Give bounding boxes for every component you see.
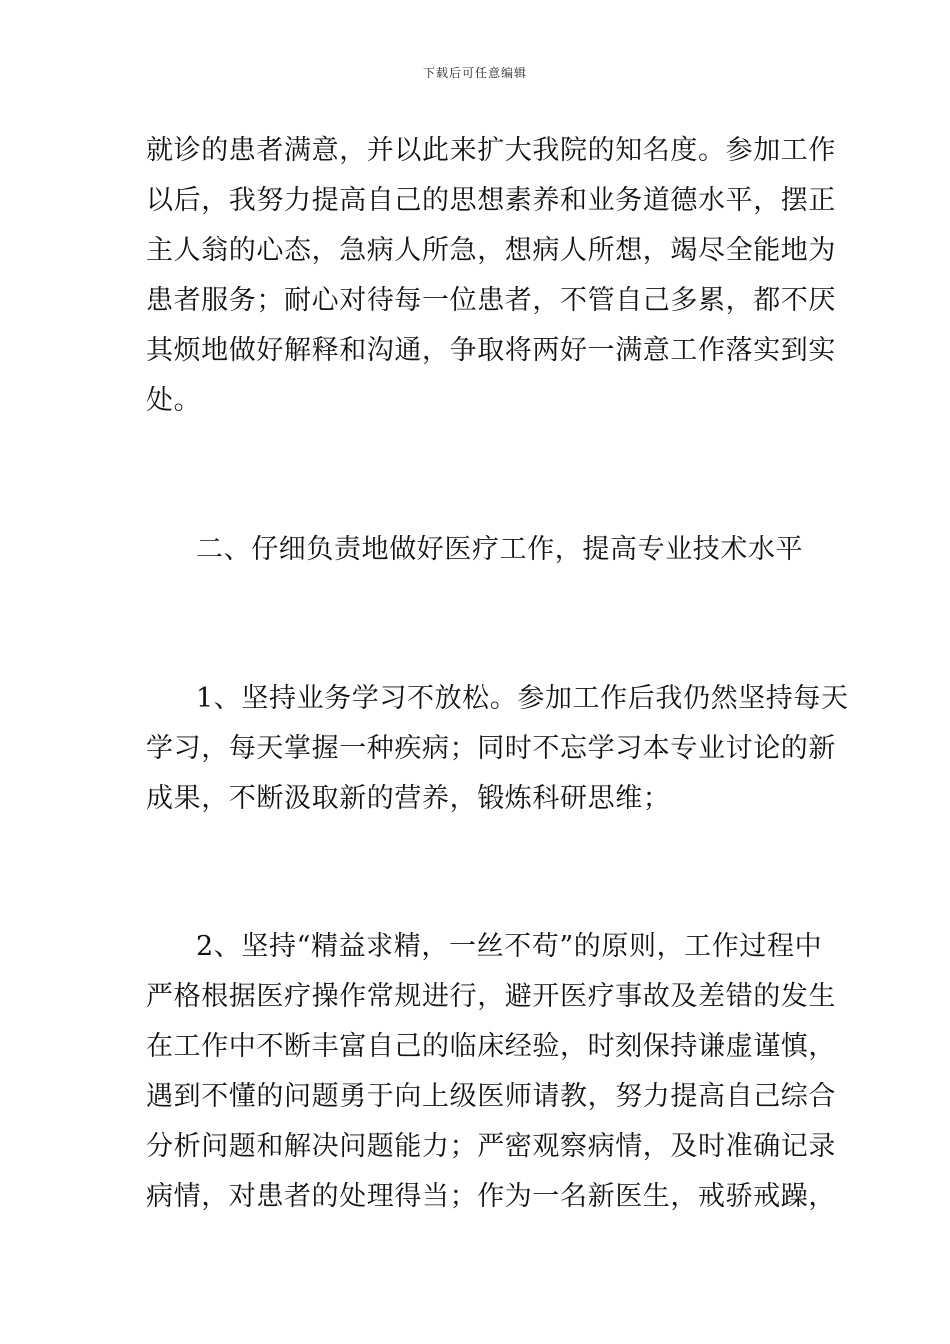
paragraph-line: 处。 bbox=[146, 385, 202, 416]
list-item-line: 病情，对患者的处理得当；作为一名新医生，戒骄戒躁， bbox=[146, 1181, 836, 1212]
page-header-note: 下载后可任意编辑 bbox=[422, 66, 527, 80]
section-heading: 二、仔细负责地做好医疗工作，提高专业技术水平 bbox=[196, 534, 804, 565]
list-item-line: 1、坚持业务学习不放松。参加工作后我仍然坚持每天 bbox=[196, 683, 849, 714]
list-item-line: 学习，每天掌握一种疾病；同时不忘学习本专业讨论的新 bbox=[146, 733, 836, 764]
paragraph-line: 患者服务；耐心对待每一位患者，不管自己多累，都不厌 bbox=[146, 285, 836, 316]
list-item-line: 分析问题和解决问题能力；严密观察病情，及时准确记录 bbox=[146, 1131, 836, 1162]
paragraph-line: 其烦地做好解释和沟通，争取将两好一满意工作落实到实 bbox=[146, 335, 836, 366]
list-item-line: 遇到不懂的问题勇于向上级医师请教，努力提高自己综合 bbox=[146, 1081, 836, 1112]
list-item-line: 2、坚持“精益求精，一丝不苟”的原则，工作过程中 bbox=[196, 931, 823, 962]
paragraph-line: 以后，我努力提高自己的思想素养和业务道德水平，摆正 bbox=[146, 185, 836, 216]
list-item-line: 在工作中不断丰富自己的临床经验，时刻保持谦虚谨慎， bbox=[146, 1031, 836, 1062]
list-item-line: 成果，不断汲取新的营养，锻炼科研思维； bbox=[146, 783, 671, 814]
list-item-line: 严格根据医疗操作常规进行，避开医疗事故及差错的发生 bbox=[146, 981, 836, 1012]
paragraph-line: 主人翁的心态，急病人所急，想病人所想，竭尽全能地为 bbox=[146, 235, 836, 266]
paragraph-line: 就诊的患者满意，并以此来扩大我院的知名度。参加工作 bbox=[146, 135, 836, 166]
